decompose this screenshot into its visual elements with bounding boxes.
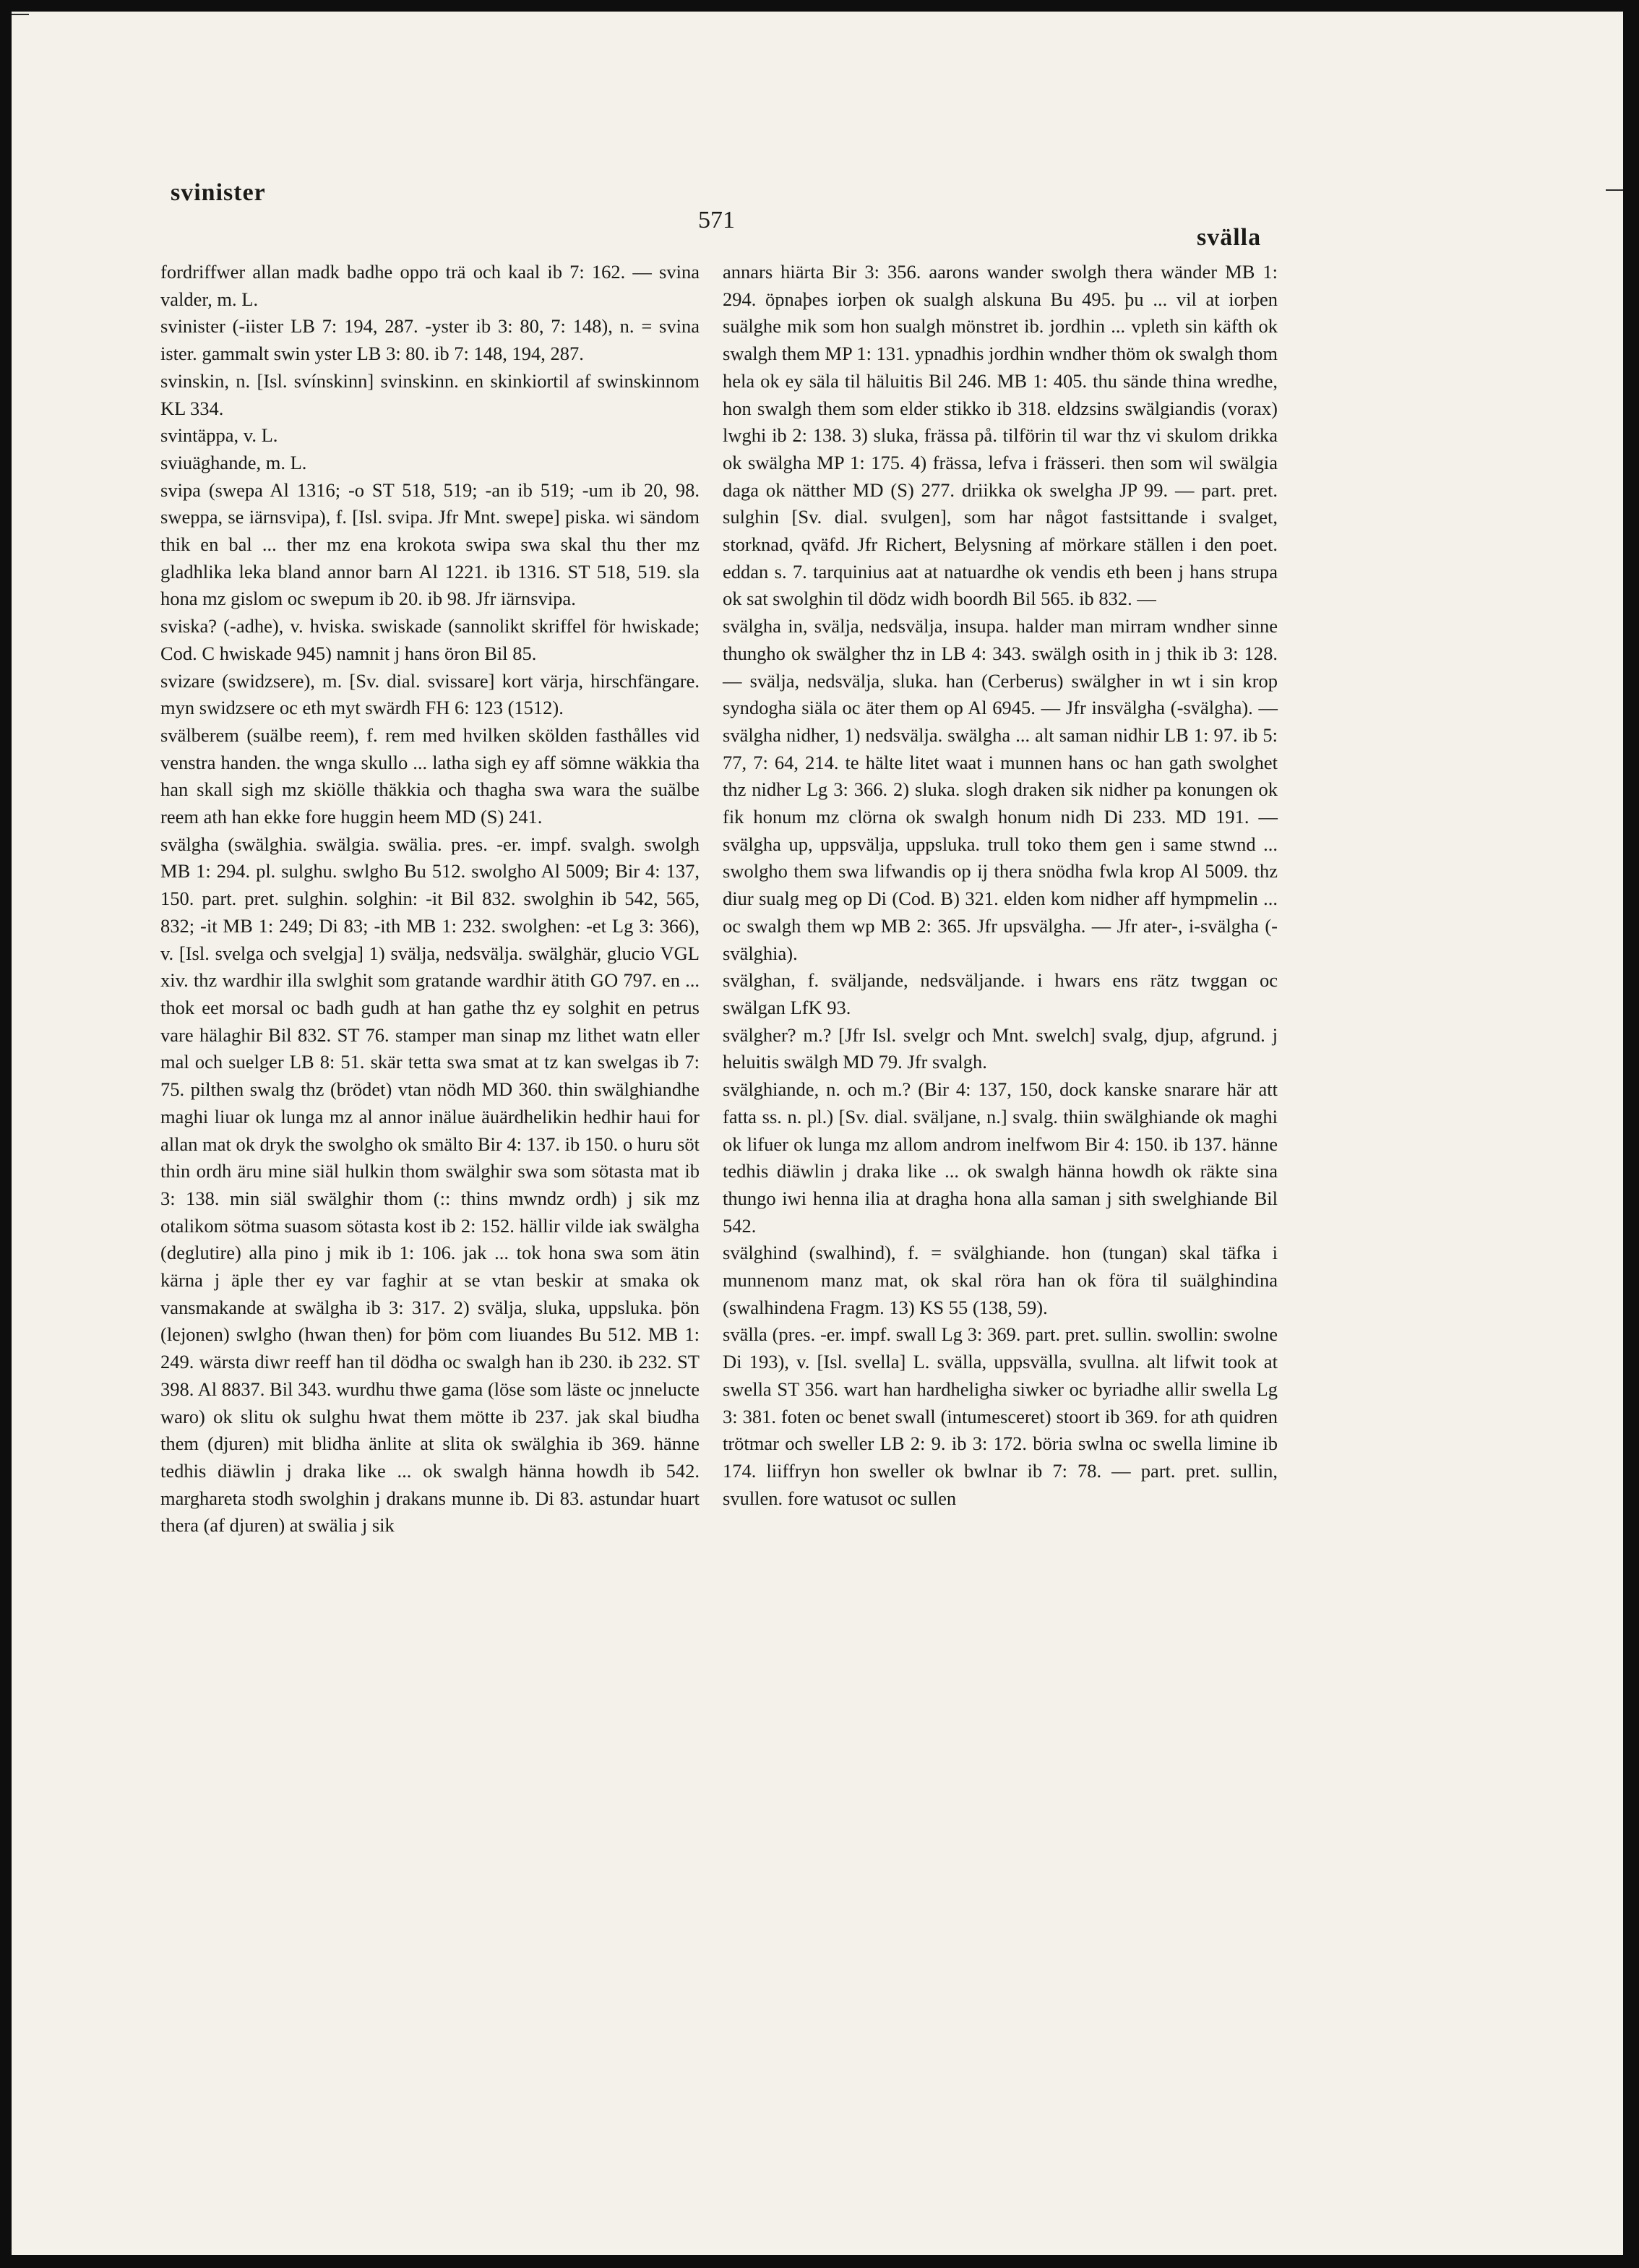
entry-text: annars hiärta Bir 3: 356. aarons wander swolgh thera wänder MB 1: 294. öpnaþes iorþen ok sualgh alskuna Bu 495. þu ... vil at iorþen suälghe mik som hon sualgh mönstret ib. jordhin ... vpleth sin käfth ok swalgh them MP 1: 131. ypnadhis jordhin wndher thöm ok swalgh thom hela ok ey säla til häluitis Bil 246. MB 1: 405. thu sände thina wredhe, hon swalgh them som elder stikko ib 318. eldzsins swälgiandis (vorax) lwghi ib 2: 138. 3) sluka, frässa på. tilförin til war thz vi skulom drikka ok swälgha MP 1: 175. 4) frässa, lefva i frässeri. then som wil swälgia daga ok nätther MD (S) 277. driikka ok swelgha JP 99. — part. pret. sulghin [Sv. dial. svulgen], som har något fastsittande i svalget, storknad, qväfd. Jfr Richert, Belysning af mörkare ställen i den poet. eddan s. 7. tarquinius aat at natuardhe ok vendis eth been j hans strupa ok sat swolghin til dödz widh boordh Bil 565. ib 832. — — [723, 261, 1278, 610]
entry-text: svälla (pres. -er. impf. swall Lg 3: 369. part. pret. sullin. swollin: swolne Di 193), v. [Isl. svella] L. svälla, uppsvälla, svullna. alt lifwit took at swella ST 356. wart han hardheligha siwker oc byriadhe allir swella Lg 3: 381. foten oc benet swall (intumesceret) stoort ib 369. for ath quidren trötmar och sweller LB 2: 9. ib 3: 172. böria swlna oc swella limine ib 174. liiffryn hon sweller ok bwlnar ib 7: 78. — part. pret. sullin, svullen. fore watusot oc sullen — [723, 1323, 1278, 1509]
entry-text: svälghiande, n. och m.? (Bir 4: 137, 150, dock kanske snarare här att fatta ss. n. pl.) [Sv. dial. sväljane, n.] svalg. thiin swälghiande ok maghi ok lifuer ok lunga mz allom androm inelfwom Bir 4: 150. ib 137. hänne tedhis diäwlin j draka like ... ok swalgh hänna howdh ok räkte sina thungo iwi henna ilia at dragha hona alla saman j sith swelghiande Bil 542. — [723, 1078, 1278, 1237]
entry-text: svälgha in, svälja, nedsvälja, insupa. halder man mirram wndher sinne thungho ok swälgher thz in LB 4: 343. swälgh osith in j thik ib 3: 128. — svälja, nedsvälja, sluka. han (Cerberus) swälgher in wt i sin krop syndogha siäla oc äter them op Al 6945. — Jfr insvälgha (-svälgha). — svälgha nidher, 1) nedsvälja. swälgha ... alt saman nidhir LB 1: 97. ib 5: 77, 7: 64, 214. te hälte litet waat i munnen hans oc han gath swolghet thz nidher Lg 3: 366. 2) sluka. slogh draken sik nidher pa konungen ok fik honum mz clörna ok swalgh honum nidh Di 233. MD 191. — svälgha up, uppsvälja, uppsluka. trull toko them gen i same stwnd ... swolgho them swa lifwandis op ij thera snödha fwla krop Al 5009. thz diur sualg meg op Di (Cod. B) 321. elden kom nidher aff hympmelin ... oc swalgh them wp MB 2: 365. Jfr upsvälgha. — Jfr ater-, i-svälgha (-svälghia). — [723, 615, 1278, 964]
entry-text: svinskin, n. [Isl. svínskinn] svinskinn. en skinkiortil af swinskinnom KL 334. — [160, 369, 700, 419]
dictionary-page — [12, 12, 1623, 2255]
entry-text: svizare (swidzsere), m. [Sv. dial. svissare] kort värja, hirschfängare. myn swidzsere oc eth myt swärdh FH 6: 123 (1512). — [160, 669, 700, 719]
crop-mark — [1606, 189, 1623, 191]
running-head-right: svälla — [1197, 224, 1262, 251]
entry-text: svipa (swepa Al 1316; -o ST 518, 519; -an ib 519; -um ib 20, 98. sweppa, se iärnsvipa), f. [Isl. svipa. Jfr Mnt. swepe] piska. wi sändom thik en bal ... ther mz ena krokota swipa swa skal thu ther mz gladhlika leka bland annor barn Al 1221. ib 1316. ST 518, 519. sla hona mz gislom oc swepum ib 20. ib 98. Jfr iärnsvipa. — [160, 478, 700, 610]
entry-text: svälghind (swalhind), f. = svälghiande. hon (tungan) skal täfka i munnenom manz mat, ok skal röra han ok föra til suälghindina (swalhindena Fragm. 13) KS 55 (138, 59). — [723, 1242, 1278, 1318]
entry-text: sviuäghande, m. L. — [160, 451, 307, 473]
page-number: 571 — [698, 207, 735, 233]
entry-text: svälgher? m.? [Jfr Isl. svelgr och Mnt. swelch] svalg, djup, afgrund. j heluitis swälgh MD 79. Jfr svalgh. — [723, 1023, 1278, 1073]
right-column — [723, 259, 1278, 1512]
entry-text: svälgha (swälghia. swälgia. swälia. pres. -er. impf. svalgh. swolgh MB 1: 294. pl. sulghu. swlgho Bu 512. swolgho Al 5009; Bir 4: 137, 150. part. pret. sulghin. solghin: -it Bil 832. swolghin ib 542, 565, 832; -it MB 1: 249; Di 83; -ith MB 1: 232. swolghen: -et Lg 3: 366), v. [Isl. svelga och svelgja] 1) svälja, nedsvälja. swälghär, glucio VGL xiv. thz wardhir illa swlghit som gratande wardhir ätith GO 797. en ... thok eet morsal oc badh gudh at han gathe thz ey solghit en petrus vare hälaghir Bil 832. ST 76. stamper man sinap mz lithet watn eller mal och suelger LB 8: 51. skär tetta swa smat at tz kan swelgas ib 7: 75. pilthen swalg thz (brödet) vtan nödh MD 360. thin swälghiandhe maghi liuar ok lunga mz al annor inälue äuärdhelikin hedhir haui for allan mat ok dryk the swolgho ok smälto Bir 4: 137. ib 150. o huru söt thin ordh äru mine siäl hulkin thom swälghir swa som sötasta mat ib 3: 138. min siäl swälghir thom (:: thins mwndz ordh) j sik mz otalikom sötma suasom sötasta kost ib 2: 152. hällir vilde iak swälgha (deglutire) alla pino j mik ib 1: 106. jak ... tok hona swa som ätin kärna j äple ther ey var faghir at se vtan beskir at smaka ok vansmakande at swälgha ib 3: 317. 2) svälja, sluka, uppsluka. þön (lejonen) swlgho (hwan then) for þöm com liuandes Bu 512. MB 1: 249. wärsta diwr reeff han til dödha oc swalgh han ib 230. ib 232. ST 398. Al 8837. Bil 343. wurdhu thwe gama (löse som läste oc jnnelucte waro) ok slitu ok sulghu hwat them mötte ib 237. jak skal biudha them (djuren) mit blidha änlite at slita ok swälghia ib 369. hänne tedhis diäwlin j draka like ... ok swalgh hänna howdh ib 542. marghareta stodh swolghin j drakans munne ib. Di 83. astundar huart thera (af djuren) at swälia j sik — [160, 833, 700, 1537]
entry-text: svälghan, f. sväljande, nedsväljande. i hwars ens rätz twggan oc swälgan LfK 93. — [723, 969, 1278, 1018]
entry-text: sviska? (-adhe), v. hviska. swiskade (sannolikt skriffel för hwiskade; Cod. C hwiskade 945) namnit j hans öron Bil 85. — [160, 615, 700, 664]
entry-text: fordriffwer allan madk badhe oppo trä och kaal ib 7: 162. — svina valder, m. L. — [160, 261, 700, 310]
entry-text: svinister (-iister LB 7: 194, 287. -yster ib 3: 80, 7: 148), n. = svina ister. gammalt swin yster LB 3: 80. ib 7: 148, 194, 287. — [160, 315, 700, 365]
entry-text: svälberem (suälbe reem), f. rem med hvilken skölden fasthålles vid venstra handen. the wnga skullo ... latha sigh ey aff sömne wäkkia tha han skall sigh mz skiölle thäkkia och thagha swa wara the suälbe reem ath han ekke fore huggin heem MD (S) 241. — [160, 723, 700, 828]
entry-text: svintäppa, v. L. — [160, 424, 278, 447]
crop-mark — [12, 14, 29, 15]
running-head-left: svinister — [171, 179, 266, 206]
left-column — [160, 259, 700, 1539]
